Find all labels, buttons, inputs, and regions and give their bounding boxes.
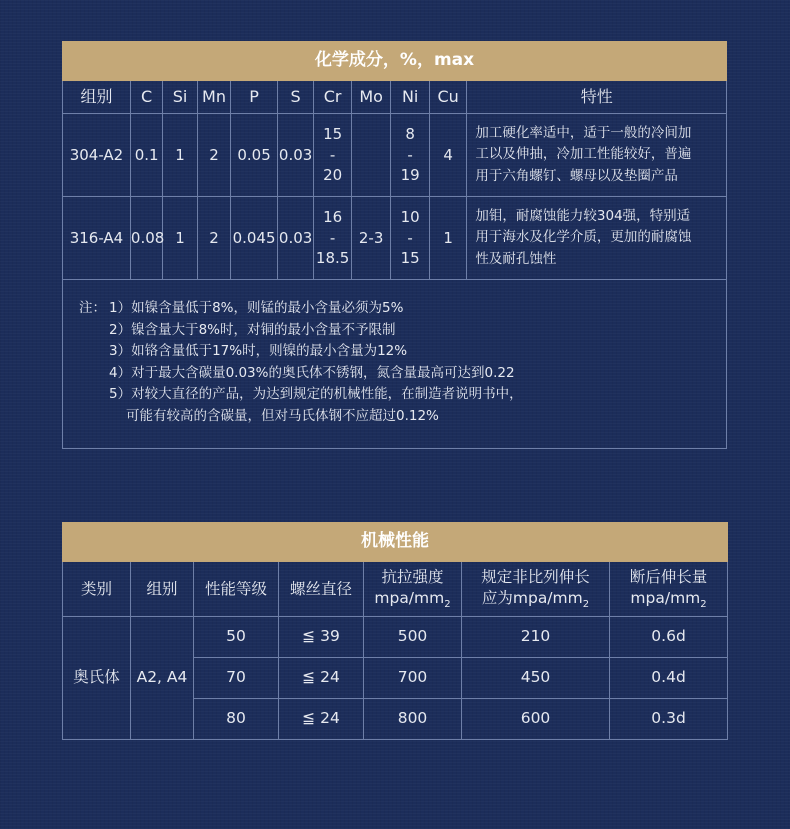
elongation-label: 断后伸长量 [629,568,708,587]
cell-mn: 2 [197,197,230,280]
ni-dash: - [407,228,413,247]
note-text: 2）镍含量大于8%时，对铜的最小含量不予限制 [109,321,396,338]
cr-min: 16 [323,208,343,227]
cell-group: 316-A4 [63,197,131,280]
cell-property [467,114,727,197]
property-line: 加工硬化率适中，适于一般的冷间加 [475,124,692,141]
unit-subscript: 2 [582,598,590,610]
cell-property [467,197,727,280]
cell-thread: ≦ 24 [279,658,364,699]
property-line: 性及耐孔蚀性 [475,250,557,267]
ni-max: 19 [400,165,420,184]
cell-p: 0.045 [231,197,278,280]
cell-thread: ≦ 39 [279,617,364,658]
note-text: 4）对于最大含碳量0.03%的奥氏体不锈钢，氮含量最高可达到0.22 [109,364,515,381]
note-item [79,384,726,406]
cr-min: 15 [323,125,343,144]
cell-yield: 450 [462,658,610,699]
composition-header-row [63,81,727,114]
cell-mo: 2-3 [351,197,391,280]
cell-grade: 70 [194,658,279,699]
header-cu: Cu [429,81,467,114]
header-thread-diameter: 螺丝直径 [279,562,364,617]
cell-yield: 210 [462,617,610,658]
header-category: 类别 [63,562,131,617]
header-cr: Cr [314,81,352,114]
cell-c: 0.1 [130,114,162,197]
note-text: 5）对较大直径的产品，为达到规定的机械性能，在制造者说明书中， [109,386,523,403]
cell-yield: 600 [462,699,610,740]
note-text: 可能有较高的含碳量，但对马氏体钢不应超过0.12% [126,407,439,424]
cell-s: 0.03 [277,197,313,280]
cell-group: A2, A4 [131,617,194,740]
note-text: 1）如镍含量低于8%，则锰的最小含量必须为5% [109,300,404,316]
cr-dash: - [329,145,336,164]
header-c: C [130,81,162,114]
cell-p: 0.05 [231,114,278,197]
notes-prefix: 注： [79,300,106,316]
header-tensile [364,562,462,617]
composition-notes [63,280,727,449]
cell-si: 1 [163,114,197,197]
mechanical-properties-table [62,522,728,740]
unit-subscript: 2 [444,598,451,610]
header-group: 组别 [131,562,194,617]
header-elongation [610,562,728,617]
cr-max: 20 [323,165,343,184]
tensile-label: 抗拉强度 [381,568,444,587]
property-line: 工以及伸抽，冷加工性能较好，普遍 [475,146,692,163]
tensile-unit: mpa/mm [374,588,445,607]
table-row [63,617,728,658]
cell-elongation: 0.6d [610,617,728,658]
ni-min: 10 [400,208,420,227]
elongation-unit: mpa/mm [630,588,701,607]
cell-ni [391,114,430,197]
cell-tensile: 700 [364,658,462,699]
header-yield [462,562,610,617]
cell-tensile: 500 [364,617,462,658]
property-line: 用于六角螺钉、螺母以及垫圈产品 [475,167,678,184]
property-line: 用于海水及化学介质，更加的耐腐蚀 [475,229,692,246]
header-grade: 性能等级 [194,562,279,617]
mechanical-title: 机械性能 [63,523,728,562]
cell-cr [314,114,352,197]
note-item [79,406,726,428]
header-si: Si [163,81,197,114]
cell-grade: 80 [194,699,279,740]
cell-tensile: 800 [364,699,462,740]
cell-cu: 4 [429,114,467,197]
cell-mn: 2 [197,114,230,197]
cell-si: 1 [163,197,197,280]
cell-cr [314,197,352,280]
yield-unit: 应为mpa/mm [481,588,583,607]
table-row [63,114,727,197]
cell-ni [391,197,430,280]
note-item [79,363,726,385]
cell-grade: 50 [194,617,279,658]
cell-thread: ≦ 24 [279,699,364,740]
header-group: 组别 [63,81,131,114]
header-s: S [277,81,313,114]
header-property: 特性 [467,81,727,114]
cell-s: 0.03 [277,114,313,197]
cell-cu: 1 [429,197,467,280]
cell-elongation: 0.3d [610,699,728,740]
cr-max: 18.5 [315,248,350,267]
chemical-composition-table [62,41,727,449]
ni-dash: - [407,145,413,164]
header-ni: Ni [391,81,430,114]
yield-label: 规定非比列伸长 [481,568,590,587]
property-line: 加钼，耐腐蚀能力较304强，特别适 [475,207,691,224]
header-mo: Mo [351,81,391,114]
note-text: 3）如铬含量低于17%时，则镍的最小含量为12% [109,343,408,360]
cell-elongation: 0.4d [610,658,728,699]
note-item [79,298,726,320]
note-item [79,341,726,363]
note-item [79,320,726,342]
cell-group: 304-A2 [63,114,131,197]
cr-dash: - [329,228,336,247]
header-p: P [231,81,278,114]
mechanical-header-row [63,562,728,617]
cell-category: 奥氏体 [63,617,131,740]
header-mn: Mn [197,81,230,114]
composition-title: 化学成分，%，max [63,42,727,81]
cell-mo [351,114,391,197]
table-row [63,197,727,280]
unit-subscript: 2 [700,598,707,610]
ni-max: 15 [400,248,420,267]
cell-c: 0.08 [130,197,162,280]
ni-min: 8 [405,125,415,144]
